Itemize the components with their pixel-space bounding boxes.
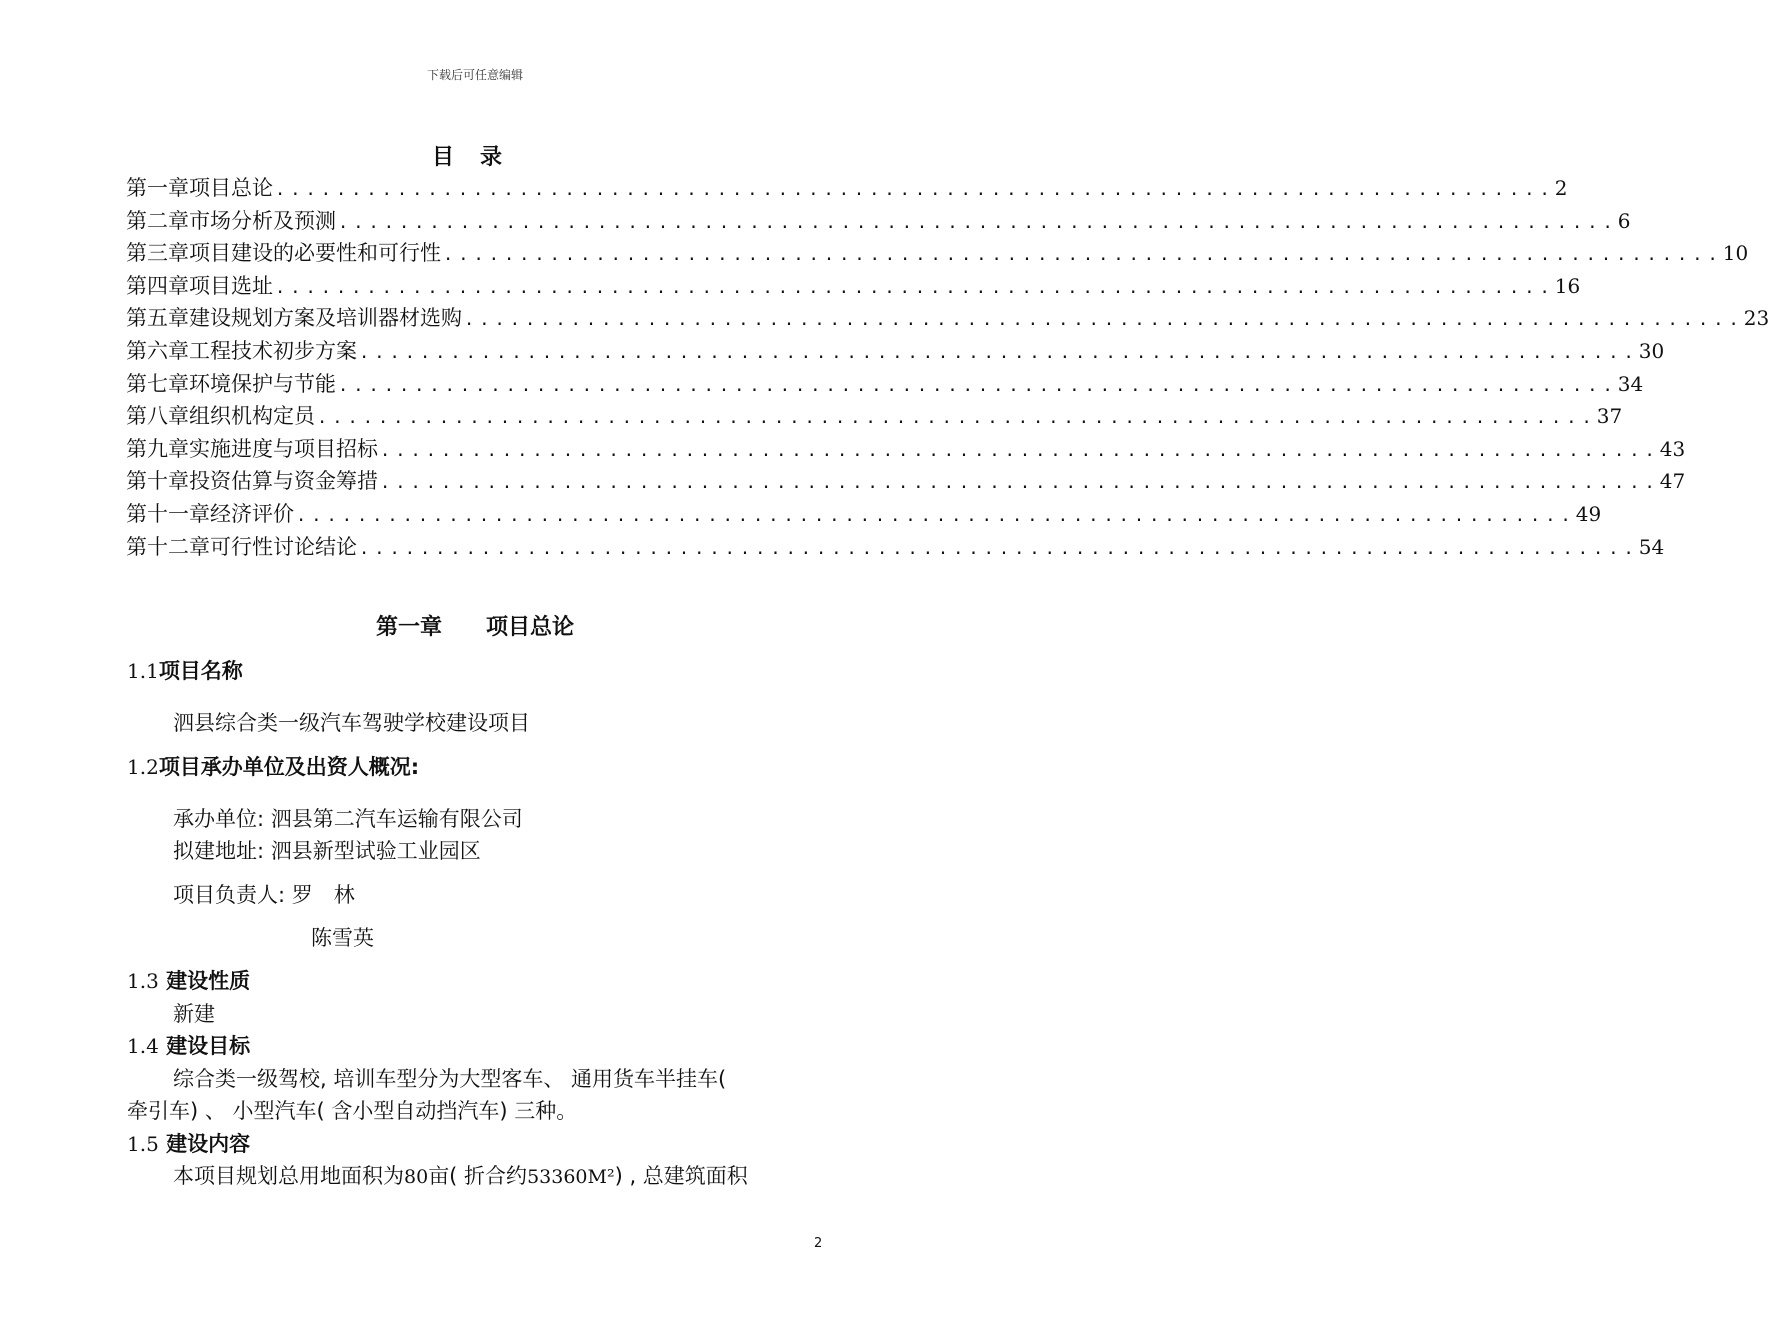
paragraph: 项目负责人: 罗 林 [173,883,355,907]
toc-page: 37 [1596,404,1623,429]
toc-name: 建设规划方案及培训器材选购 [189,306,462,331]
toc-chapter: 第七章 [126,371,189,396]
toc-name: 可行性讨论结论 [210,534,357,559]
toc-chapter: 第四章 [126,273,189,298]
toc-name: 投资估算与资金筹措 [189,469,378,494]
toc-chapter: 第十一章 [126,501,210,526]
page-number: 2 [814,1236,823,1251]
toc-item[interactable] [126,335,1665,368]
section-number: 1.3 [127,969,159,993]
section-title: 建设目标 [166,1034,251,1058]
toc-name: 项目总论 [189,176,273,200]
toc-name: 实施进度与项目招标 [189,436,378,461]
toc-chapter: 第二章 [126,208,189,233]
paragraph: 泗县综合类一级汽车驾驶学校建设项目 [173,711,530,735]
table-of-contents [126,172,1769,563]
toc-item[interactable] [126,270,1581,303]
toc-page: 47 [1659,469,1686,494]
toc-leader: .................................................................................... [359,342,1639,363]
toc-name: 组织机构定员 [189,404,315,429]
section-title: 项目承办单位及出资人概况: [158,755,420,779]
paragraph: 新建 [173,1002,215,1026]
toc-page: 30 [1638,338,1665,363]
toc-page: 54 [1638,534,1665,559]
toc-leader: .................................................................................... [464,310,1744,331]
paragraph: 综合类一级驾校, 培训车型分为大型客车、 通用货车半挂车( [173,1067,727,1091]
toc-name: 项目选址 [189,273,273,298]
text-run: ) , 总建筑面积 [614,1164,748,1188]
section-title: 建设内容 [166,1132,251,1156]
toc-chapter: 第九章 [126,436,189,461]
paragraph: 陈雪英 [311,926,374,950]
section-heading [127,1128,250,1158]
text-run: 本项目规划总用地面积为 [173,1164,404,1188]
toc-item[interactable] [126,237,1749,270]
toc-name: 项目建设的必要性和可行性 [189,241,441,266]
toc-page: 49 [1575,501,1602,526]
section-number: 1.4 [127,1034,159,1058]
toc-leader: .................................................................................... [338,212,1618,233]
text-run: 亩( 折合约 [428,1164,528,1188]
toc-leader: .................................................................................... [338,375,1618,396]
toc-chapter: 第十二章 [126,534,210,559]
toc-leader: .................................................................................... [296,505,1576,526]
section-heading [127,655,243,685]
toc-page: 43 [1659,436,1686,461]
toc-chapter: 第八章 [126,404,189,429]
toc-leader: .................................................................................... [380,473,1660,494]
toc-page: 10 [1722,241,1749,266]
section-heading [127,1030,250,1060]
section-number: 1.1 [127,659,159,683]
toc-leader: .................................................................................... [275,277,1555,298]
toc-page: 34 [1617,371,1644,396]
section-number: 1.2 [127,755,159,779]
paragraph: 牵引车) 、 小型汽车( 含小型自动挡汽车) 三种。 [127,1099,578,1123]
toc-leader: .................................................................................... [275,180,1555,200]
toc-page: 16 [1554,273,1581,298]
toc-chapter: 第一章 [126,176,189,200]
toc-chapter: 第十章 [126,469,189,494]
toc-item[interactable] [126,302,1769,335]
toc-title: 目录 [431,145,528,170]
paragraph: 承办单位: 泗县第二汽车运输有限公司 [173,807,523,831]
toc-page: 6 [1617,208,1631,233]
toc-chapter: 第五章 [126,306,189,331]
toc-leader: .................................................................................... [359,538,1639,559]
toc-item[interactable] [126,205,1631,238]
section-heading [127,751,419,781]
toc-name: 工程技术初步方案 [189,338,357,363]
toc-name: 经济评价 [210,501,294,526]
toc-item[interactable] [126,465,1686,498]
toc-chapter: 第三章 [126,241,189,266]
toc-item[interactable] [126,368,1644,401]
toc-page: 2 [1554,176,1568,200]
paragraph: 拟建地址: 泗县新型试验工业园区 [173,839,481,863]
toc-item[interactable] [126,172,1568,205]
toc-leader: .................................................................................... [317,408,1597,429]
chapter-title: 第一章 项目总论 [375,615,574,640]
toc-item[interactable] [126,531,1665,564]
toc-item[interactable] [126,400,1623,433]
toc-leader: .................................................................................... [380,440,1660,461]
toc-leader: .................................................................................... [443,245,1723,266]
toc-item[interactable] [126,498,1602,531]
paragraph [173,1160,748,1190]
section-title: 项目名称 [158,659,243,683]
area-mu: 80 [404,1166,429,1188]
section-heading [127,965,250,995]
toc-name: 环境保护与节能 [189,371,336,396]
toc-item[interactable] [126,433,1686,466]
section-title: 建设性质 [166,969,251,993]
section-number: 1.5 [127,1132,159,1156]
toc-chapter: 第六章 [126,338,189,363]
toc-page: 23 [1743,306,1769,331]
toc-name: 市场分析及预测 [189,208,336,233]
area-m2: 53360M² [527,1166,615,1188]
header-note: 下载后可任意编辑 [426,68,523,82]
